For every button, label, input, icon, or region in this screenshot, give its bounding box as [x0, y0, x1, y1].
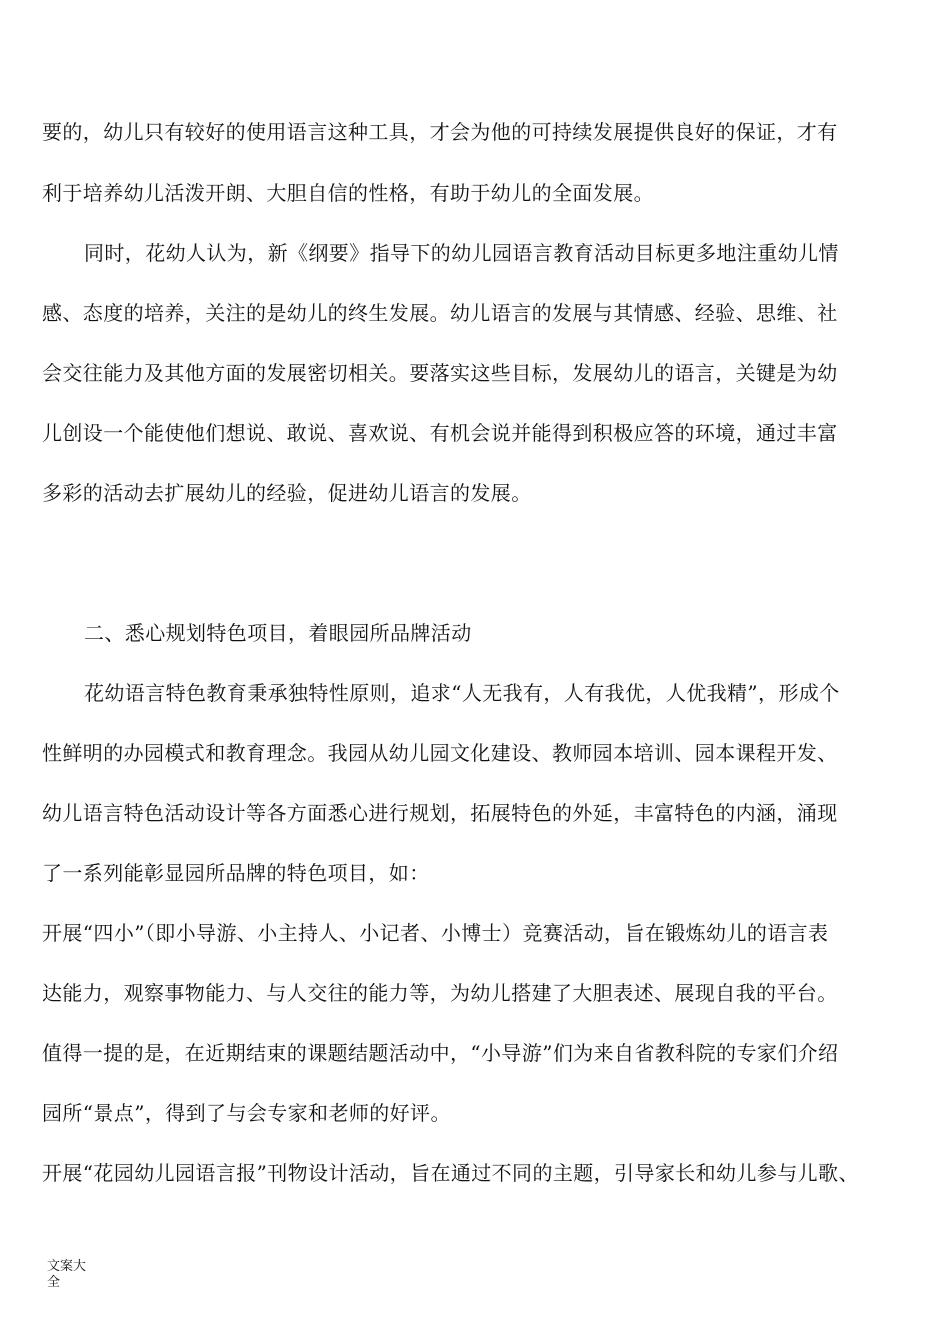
text-line: 感、态度的培养，关注的是幼儿的终生发展。幼儿语言的发展与其情感、经验、思维、社: [42, 301, 838, 325]
section-heading: 二、悉心规划特色项目，着眼园所品牌活动: [84, 621, 472, 645]
text-line: 要的，幼儿只有较好的使用语言这种工具，才会为他的可持续发展提供良好的保证，才有: [42, 120, 838, 144]
text-line: 多彩的活动去扩展幼儿的经验，促进幼儿语言的发展。: [42, 481, 532, 505]
text-line: 性鲜明的办园模式和教育理念。我园从幼儿园文化建设、教师园本培训、园本课程开发、: [42, 741, 838, 765]
text-line: 园所“景点”，得到了与会专家和老师的好评。: [42, 1101, 451, 1125]
text-line: 幼儿语言特色活动设计等各方面悉心进行规划，拓展特色的外延，丰富特色的内涵，涌现: [42, 801, 838, 825]
text-line: 了一系列能彰显园所品牌的特色项目，如：: [42, 861, 430, 885]
paragraph-start-line: 同时，花幼人认为，新《纲要》指导下的幼儿园语言教育活动目标更多地注重幼儿情: [84, 241, 839, 265]
page-footer: [47, 1259, 97, 1291]
text-line: 达能力，观察事物能力、与人交往的能力等，为幼儿搭建了大胆表述、展现自我的平台。: [42, 981, 838, 1005]
text-line: 儿创设一个能使他们想说、敢说、喜欢说、有机会说并能得到积极应答的环境，通过丰富: [42, 421, 838, 445]
text-line: 值得一提的是，在近期结束的课题结题活动中，“小导游”们为来自省教科院的专家们介绍: [42, 1041, 839, 1065]
text-line: 利于培养幼儿活泼开朗、大胆自信的性格，有助于幼儿的全面发展。: [42, 181, 654, 205]
footer-line: 全: [47, 1275, 61, 1290]
text-line: 开展“花园幼儿园语言报”刊物设计活动，旨在通过不同的主题，引导家长和幼儿参与儿歌、: [42, 1161, 859, 1185]
paragraph-start-line: 花幼语言特色教育秉承独特性原则，追求“人无我有，人有我优，人优我精”，形成个: [84, 681, 840, 705]
text-line: 开展“四小”（即小导游、小主持人、小记者、小博士）竞赛活动，旨在锻炼幼儿的语言表: [42, 921, 829, 945]
footer-line: 文案大: [47, 1259, 87, 1274]
text-line: 会交往能力及其他方面的发展密切相关。要落实这些目标，发展幼儿的语言，关键是为幼: [42, 361, 838, 385]
